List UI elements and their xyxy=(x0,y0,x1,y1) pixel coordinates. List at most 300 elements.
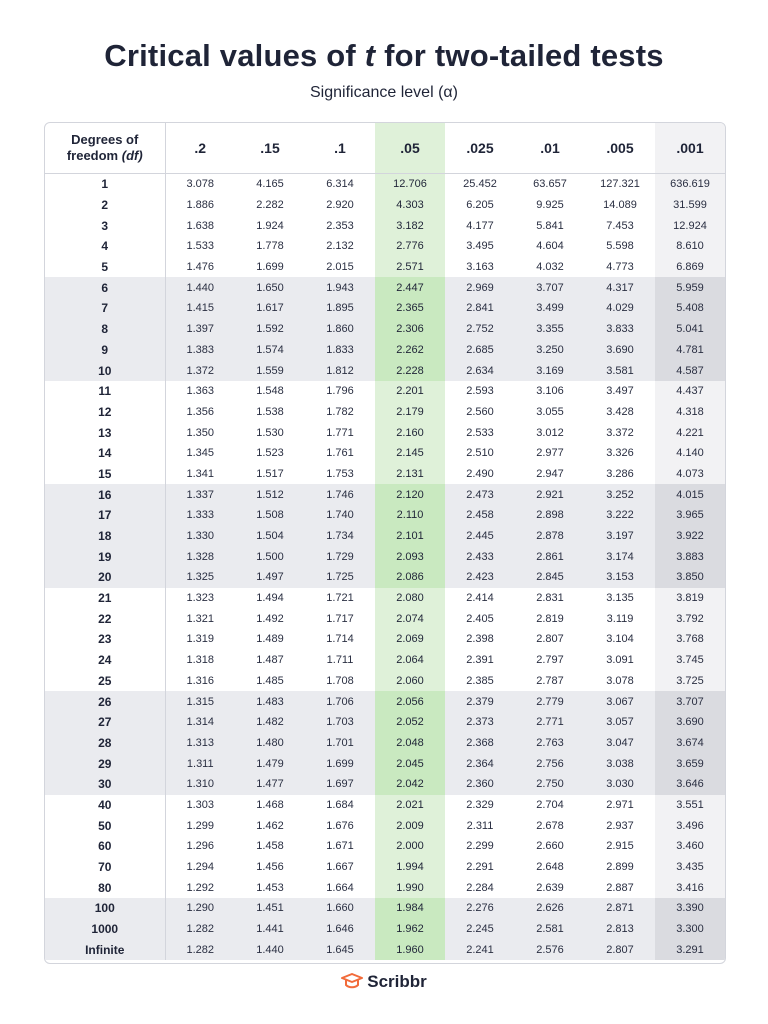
df-cell: Infinite xyxy=(45,939,165,960)
critical-value-cell: 1.746 xyxy=(305,484,375,505)
critical-value-cell: 1.721 xyxy=(326,592,354,605)
critical-value-cell: 12.924 xyxy=(655,215,725,236)
table-row xyxy=(45,257,725,278)
critical-value-cell: 1.282 xyxy=(165,939,235,960)
critical-value-cell: 4.773 xyxy=(606,261,634,274)
df-cell: 28 xyxy=(45,733,165,754)
df-cell: 40 xyxy=(45,795,165,816)
df-cell: 11 xyxy=(45,381,165,402)
table-row xyxy=(45,319,725,340)
critical-value-cell: 1.483 xyxy=(235,691,305,712)
critical-value-cell: 3.725 xyxy=(655,671,725,692)
critical-value-cell: 1.480 xyxy=(235,733,305,754)
critical-value-cell: 3.057 xyxy=(585,712,655,733)
critical-value-cell: 1.456 xyxy=(256,861,284,874)
critical-value-cell: 2.593 xyxy=(466,385,494,398)
critical-value-cell: 1.440 xyxy=(165,277,235,298)
critical-value-cell: 2.937 xyxy=(606,819,634,832)
critical-value-cell: 5.041 xyxy=(655,319,725,340)
critical-value-cell: 3.496 xyxy=(655,815,725,836)
critical-value-cell: 3.416 xyxy=(655,877,725,898)
critical-value-cell: 2.373 xyxy=(445,712,515,733)
critical-value-cell: 2.282 xyxy=(256,199,284,212)
critical-value-cell: 1.311 xyxy=(165,753,235,774)
critical-value-cell: 1.833 xyxy=(305,340,375,361)
critical-value-cell: 2.069 xyxy=(375,629,445,650)
table-row xyxy=(45,195,725,216)
critical-value-cell: 2.971 xyxy=(606,798,634,811)
critical-value-cell: 2.458 xyxy=(445,505,515,526)
table-row xyxy=(45,402,725,423)
critical-value-cell: 3.372 xyxy=(606,426,634,439)
critical-value-cell: 3.326 xyxy=(606,447,634,460)
critical-value-cell: 3.646 xyxy=(655,774,725,795)
table-row xyxy=(45,505,725,526)
critical-value-cell: 1.504 xyxy=(235,526,305,547)
critical-value-cell: 2.776 xyxy=(375,236,445,257)
critical-value-cell: 2.311 xyxy=(466,819,494,832)
df-cell: 26 xyxy=(45,691,165,712)
table-row xyxy=(45,277,725,298)
table-row xyxy=(45,526,725,547)
critical-value-cell: 3.707 xyxy=(515,277,585,298)
critical-value-cell: 1.508 xyxy=(235,505,305,526)
critical-value-cell: 2.291 xyxy=(466,861,494,874)
critical-value-cell: 1.451 xyxy=(235,898,305,919)
critical-value-cell: 1.638 xyxy=(186,219,215,232)
df-cell: 25 xyxy=(45,671,165,692)
critical-value-cell: 2.756 xyxy=(515,753,585,774)
critical-value-cell: 2.276 xyxy=(445,898,515,919)
critical-value-cell: 4.587 xyxy=(655,360,725,381)
table-row xyxy=(45,815,725,836)
critical-value-cell: 4.032 xyxy=(536,261,564,274)
critical-value-cell: 1.886 xyxy=(186,199,215,212)
critical-value-cell: 2.771 xyxy=(515,712,585,733)
df-cell: 8 xyxy=(45,319,165,340)
critical-value-cell: 2.841 xyxy=(445,298,515,319)
alpha-column-header: .2 xyxy=(165,123,235,174)
critical-value-cell: 2.385 xyxy=(466,674,494,687)
critical-value-cell: 1.699 xyxy=(305,753,375,774)
critical-value-cell: 2.807 xyxy=(536,633,564,646)
critical-value-cell: 3.135 xyxy=(606,592,634,605)
critical-value-cell: 1.990 xyxy=(375,877,445,898)
alpha-column-header: .01 xyxy=(515,123,585,174)
table-body xyxy=(45,174,725,961)
critical-value-cell: 2.042 xyxy=(375,774,445,795)
critical-value-cell: 2.763 xyxy=(515,733,585,754)
critical-value-cell: 1.962 xyxy=(375,919,445,940)
df-cell: 17 xyxy=(45,505,165,526)
critical-value-cell: 63.657 xyxy=(533,178,567,191)
df-cell: 2 xyxy=(45,195,165,216)
critical-value-cell: 2.490 xyxy=(466,467,494,480)
critical-value-cell: 1.479 xyxy=(235,753,305,774)
critical-value-cell: 3.286 xyxy=(606,467,634,480)
critical-value-cell: 6.205 xyxy=(466,199,494,212)
critical-value-cell: 6.869 xyxy=(655,257,725,278)
critical-value-cell: 3.965 xyxy=(655,505,725,526)
critical-value-cell: 1.706 xyxy=(305,691,375,712)
df-cell: 7 xyxy=(45,298,165,319)
critical-value-cell: 2.871 xyxy=(585,898,655,919)
critical-value-cell: 1.771 xyxy=(326,426,354,439)
critical-value-cell: 1.337 xyxy=(165,484,235,505)
critical-value-cell: 2.915 xyxy=(606,840,634,853)
critical-value-cell: 1.559 xyxy=(235,360,305,381)
critical-value-cell: 2.414 xyxy=(466,592,494,605)
df-cell: 3 xyxy=(45,215,165,236)
critical-value-cell: 3.819 xyxy=(655,588,725,609)
table-header xyxy=(45,123,725,174)
critical-value-cell: 1.684 xyxy=(326,798,354,811)
critical-value-cell: 2.887 xyxy=(606,881,634,894)
critical-value-cell: 1.497 xyxy=(235,567,305,588)
critical-value-cell: 1.500 xyxy=(235,546,305,567)
df-cell: 1 xyxy=(45,174,165,195)
critical-value-cell: 1.321 xyxy=(186,612,215,625)
critical-value-cell: 3.707 xyxy=(655,691,725,712)
df-cell: 23 xyxy=(45,629,165,650)
critical-value-cell: 1.440 xyxy=(235,939,305,960)
critical-value-cell: 1.729 xyxy=(305,546,375,567)
critical-value-cell: 2.898 xyxy=(515,505,585,526)
critical-values-table xyxy=(45,123,725,960)
critical-value-cell: 1.383 xyxy=(165,340,235,361)
critical-value-cell: 1.325 xyxy=(165,567,235,588)
critical-value-cell: 2.423 xyxy=(445,567,515,588)
table-row xyxy=(45,733,725,754)
critical-value-cell: 2.819 xyxy=(536,612,564,625)
df-cell: 21 xyxy=(45,588,165,609)
critical-value-cell: 8.610 xyxy=(655,236,725,257)
table-row xyxy=(45,753,725,774)
critical-value-cell: 2.145 xyxy=(375,443,445,464)
critical-value-cell: 1.330 xyxy=(165,526,235,547)
df-cell: 80 xyxy=(45,877,165,898)
alpha-column-header: .001 xyxy=(655,123,725,174)
critical-value-cell: 3.495 xyxy=(466,240,494,253)
critical-value-cell: 3.030 xyxy=(585,774,655,795)
critical-value-cell: 2.360 xyxy=(445,774,515,795)
critical-value-cell: 1.313 xyxy=(165,733,235,754)
table-row xyxy=(45,546,725,567)
table-row xyxy=(45,360,725,381)
critical-value-cell: 1.294 xyxy=(186,861,215,874)
critical-value-cell: 4.177 xyxy=(466,219,494,232)
critical-value-cell: 2.510 xyxy=(466,447,494,460)
critical-value-cell: 1.476 xyxy=(186,261,215,274)
critical-value-cell: 1.372 xyxy=(165,360,235,381)
table-row xyxy=(45,484,725,505)
critical-value-cell: 2.977 xyxy=(536,447,564,460)
critical-value-cell: 3.038 xyxy=(585,753,655,774)
critical-value-cell: 2.648 xyxy=(536,861,564,874)
critical-value-cell: 1.574 xyxy=(235,340,305,361)
critical-value-cell: 31.599 xyxy=(655,195,725,216)
critical-value-cell: 1.299 xyxy=(186,819,215,832)
critical-value-cell: 2.284 xyxy=(466,881,494,894)
critical-value-cell: 127.321 xyxy=(600,178,640,191)
critical-value-cell: 1.458 xyxy=(256,840,284,853)
critical-value-cell: 1.489 xyxy=(256,633,284,646)
critical-value-cell: 2.201 xyxy=(375,381,445,402)
critical-value-cell: 3.883 xyxy=(655,546,725,567)
critical-value-cell: 1.708 xyxy=(326,674,354,687)
critical-value-cell: 1.328 xyxy=(165,546,235,567)
critical-value-cell: 1.303 xyxy=(186,798,215,811)
critical-value-cell: 1.984 xyxy=(375,898,445,919)
table-row xyxy=(45,898,725,919)
critical-value-cell: 2.132 xyxy=(326,240,354,253)
critical-value-cell: 1.960 xyxy=(375,939,445,960)
critical-value-cell: 1.617 xyxy=(235,298,305,319)
critical-value-cell: 1.512 xyxy=(235,484,305,505)
critical-value-cell: 1.753 xyxy=(326,467,354,480)
table-row xyxy=(45,650,725,671)
critical-value-cell: 1.734 xyxy=(305,526,375,547)
table-row xyxy=(45,877,725,898)
critical-value-cell: 2.365 xyxy=(375,298,445,319)
table-row xyxy=(45,691,725,712)
critical-value-cell: 2.920 xyxy=(326,199,354,212)
critical-value-cell: 2.228 xyxy=(375,360,445,381)
critical-value-cell: 7.453 xyxy=(606,219,634,232)
critical-value-cell: 2.787 xyxy=(536,674,564,687)
df-cell: 24 xyxy=(45,650,165,671)
critical-value-cell: 1.468 xyxy=(256,798,284,811)
df-cell: 50 xyxy=(45,815,165,836)
critical-value-cell: 3.182 xyxy=(375,215,445,236)
critical-value-cell: 2.093 xyxy=(375,546,445,567)
df-cell: 30 xyxy=(45,774,165,795)
critical-value-cell: 1.660 xyxy=(305,898,375,919)
critical-value-cell: 1.548 xyxy=(256,385,284,398)
table-row xyxy=(45,608,725,629)
critical-value-cell: 1.664 xyxy=(326,881,354,894)
critical-value-cell: 2.576 xyxy=(515,939,585,960)
critical-value-cell: 2.678 xyxy=(536,819,564,832)
critical-value-cell: 25.452 xyxy=(463,178,497,191)
critical-value-cell: 4.317 xyxy=(585,277,655,298)
critical-value-cell: 1.676 xyxy=(326,819,354,832)
critical-value-cell: 2.797 xyxy=(536,654,564,667)
critical-value-cell: 1.494 xyxy=(256,592,284,605)
df-cell: 18 xyxy=(45,526,165,547)
critical-value-cell: 2.660 xyxy=(536,840,564,853)
critical-value-cell: 4.221 xyxy=(655,422,725,443)
df-cell: 13 xyxy=(45,422,165,443)
critical-value-cell: 1.994 xyxy=(375,857,445,878)
df-cell: 100 xyxy=(45,898,165,919)
table-row xyxy=(45,712,725,733)
critical-value-cell: 2.241 xyxy=(445,939,515,960)
critical-value-cell: 5.598 xyxy=(606,240,634,253)
logo-text: Scribbr xyxy=(367,972,427,991)
critical-value-cell: 2.080 xyxy=(375,588,445,609)
table-row xyxy=(45,671,725,692)
table-row xyxy=(45,174,725,195)
critical-value-cell: 2.750 xyxy=(515,774,585,795)
critical-value-cell: 3.497 xyxy=(606,385,634,398)
critical-value-cell: 1.345 xyxy=(186,447,215,460)
critical-value-cell: 1.782 xyxy=(326,405,354,418)
critical-value-cell: 1.646 xyxy=(305,919,375,940)
table-row xyxy=(45,857,725,878)
critical-value-cell: 1.714 xyxy=(326,633,354,646)
page-title: Critical values of t for two-tailed tests xyxy=(104,38,664,73)
critical-value-cell: 2.447 xyxy=(375,277,445,298)
df-cell: 19 xyxy=(45,546,165,567)
critical-value-cell: 1.530 xyxy=(256,426,284,439)
critical-value-cell: 2.045 xyxy=(375,753,445,774)
critical-value-cell: 3.435 xyxy=(655,857,725,878)
critical-value-cell: 3.690 xyxy=(585,340,655,361)
alpha-column-header: .1 xyxy=(305,123,375,174)
critical-value-cell: 2.779 xyxy=(515,691,585,712)
critical-value-cell: 1.697 xyxy=(305,774,375,795)
critical-value-cell: 1.282 xyxy=(165,919,235,940)
critical-value-cell: 1.319 xyxy=(186,633,215,646)
table-row xyxy=(45,464,725,485)
critical-value-cell: 3.745 xyxy=(655,650,725,671)
table-row xyxy=(45,919,725,940)
critical-value-cell: 5.408 xyxy=(655,298,725,319)
df-cell: 20 xyxy=(45,567,165,588)
critical-value-cell: 2.015 xyxy=(326,261,354,274)
critical-value-cell: 1.645 xyxy=(305,939,375,960)
critical-value-cell: 5.841 xyxy=(536,219,564,232)
critical-value-cell: 4.165 xyxy=(256,178,284,191)
critical-value-cell: 1.778 xyxy=(256,240,284,253)
graduation-cap-icon xyxy=(341,973,363,989)
df-cell: 16 xyxy=(45,484,165,505)
critical-value-cell: 1.699 xyxy=(256,261,284,274)
critical-value-cell: 1.477 xyxy=(235,774,305,795)
df-cell: 10 xyxy=(45,360,165,381)
critical-value-cell: 3.551 xyxy=(655,795,725,816)
critical-value-cell: 2.262 xyxy=(375,340,445,361)
critical-value-cell: 4.073 xyxy=(655,464,725,485)
critical-value-cell: 1.441 xyxy=(235,919,305,940)
critical-value-cell: 2.626 xyxy=(515,898,585,919)
critical-value-cell: 2.634 xyxy=(445,360,515,381)
table-row xyxy=(45,298,725,319)
critical-value-cell: 3.674 xyxy=(655,733,725,754)
critical-value-cell: 1.703 xyxy=(305,712,375,733)
table-row xyxy=(45,443,725,464)
critical-value-cell: 2.571 xyxy=(375,257,445,278)
critical-value-cell: 3.850 xyxy=(655,567,725,588)
critical-value-cell: 1.314 xyxy=(165,712,235,733)
critical-value-cell: 4.604 xyxy=(536,240,564,253)
critical-value-cell: 1.860 xyxy=(305,319,375,340)
critical-value-cell: 4.015 xyxy=(655,484,725,505)
critical-value-cell: 1.290 xyxy=(165,898,235,919)
df-cell: 5 xyxy=(45,257,165,278)
critical-value-cell: 2.473 xyxy=(445,484,515,505)
critical-value-cell: 2.433 xyxy=(445,546,515,567)
critical-value-cell: 2.245 xyxy=(445,919,515,940)
critical-value-cell: 1.650 xyxy=(235,277,305,298)
df-cell: 1000 xyxy=(45,919,165,940)
critical-value-cell: 2.861 xyxy=(515,546,585,567)
df-cell: 70 xyxy=(45,857,165,878)
critical-value-cell: 1.538 xyxy=(256,405,284,418)
critical-value-cell: 2.009 xyxy=(375,815,445,836)
critical-value-cell: 1.533 xyxy=(186,240,215,253)
critical-value-cell: 2.060 xyxy=(375,671,445,692)
critical-value-cell: 3.067 xyxy=(585,691,655,712)
df-cell: 22 xyxy=(45,608,165,629)
table-row xyxy=(45,236,725,257)
critical-value-cell: 2.074 xyxy=(375,608,445,629)
critical-value-cell: 3.922 xyxy=(655,526,725,547)
critical-value-cell: 1.333 xyxy=(165,505,235,526)
critical-value-cell: 1.315 xyxy=(165,691,235,712)
critical-value-cell: 1.725 xyxy=(305,567,375,588)
table-row xyxy=(45,629,725,650)
critical-value-cell: 6.314 xyxy=(326,178,354,191)
critical-value-cell: 9.925 xyxy=(536,199,564,212)
critical-value-cell: 3.197 xyxy=(585,526,655,547)
critical-value-cell: 3.833 xyxy=(585,319,655,340)
critical-value-cell: 1.341 xyxy=(186,467,215,480)
critical-value-cell: 2.160 xyxy=(375,422,445,443)
critical-value-cell: 2.947 xyxy=(536,467,564,480)
critical-value-cell: 3.104 xyxy=(606,633,634,646)
table-row xyxy=(45,340,725,361)
df-cell: 14 xyxy=(45,443,165,464)
critical-value-cell: 2.391 xyxy=(466,654,494,667)
critical-value-cell: 4.140 xyxy=(655,443,725,464)
table-row xyxy=(45,567,725,588)
critical-value-cell: 1.316 xyxy=(186,674,215,687)
critical-value-cell: 2.878 xyxy=(515,526,585,547)
critical-value-cell: 2.813 xyxy=(585,919,655,940)
critical-value-cell: 1.292 xyxy=(186,881,215,894)
critical-value-cell: 1.740 xyxy=(305,505,375,526)
scribbr-logo xyxy=(0,972,768,992)
critical-value-cell: 2.704 xyxy=(536,798,564,811)
alpha-column-header: .005 xyxy=(585,123,655,174)
critical-value-cell: 2.364 xyxy=(445,753,515,774)
critical-value-cell: 2.110 xyxy=(375,505,445,526)
alpha-column-header: .05 xyxy=(375,123,445,174)
critical-value-cell: 1.517 xyxy=(256,467,284,480)
critical-value-cell: 1.671 xyxy=(326,840,354,853)
critical-value-cell: 3.581 xyxy=(585,360,655,381)
df-cell: 29 xyxy=(45,753,165,774)
critical-value-cell: 1.485 xyxy=(256,674,284,687)
critical-value-cell: 2.560 xyxy=(466,405,494,418)
critical-value-cell: 2.845 xyxy=(515,567,585,588)
table-row xyxy=(45,939,725,960)
critical-value-cell: 2.639 xyxy=(536,881,564,894)
critical-value-cell: 4.318 xyxy=(655,402,725,423)
table-row xyxy=(45,381,725,402)
critical-value-cell: 5.959 xyxy=(655,277,725,298)
critical-value-cell: 3.792 xyxy=(655,608,725,629)
critical-value-cell: 2.056 xyxy=(375,691,445,712)
critical-value-cell: 3.460 xyxy=(655,836,725,857)
critical-value-cell: 1.350 xyxy=(186,426,215,439)
critical-value-cell: 2.581 xyxy=(515,919,585,940)
critical-value-cell: 1.296 xyxy=(186,840,215,853)
critical-value-cell: 2.379 xyxy=(445,691,515,712)
table-row xyxy=(45,588,725,609)
